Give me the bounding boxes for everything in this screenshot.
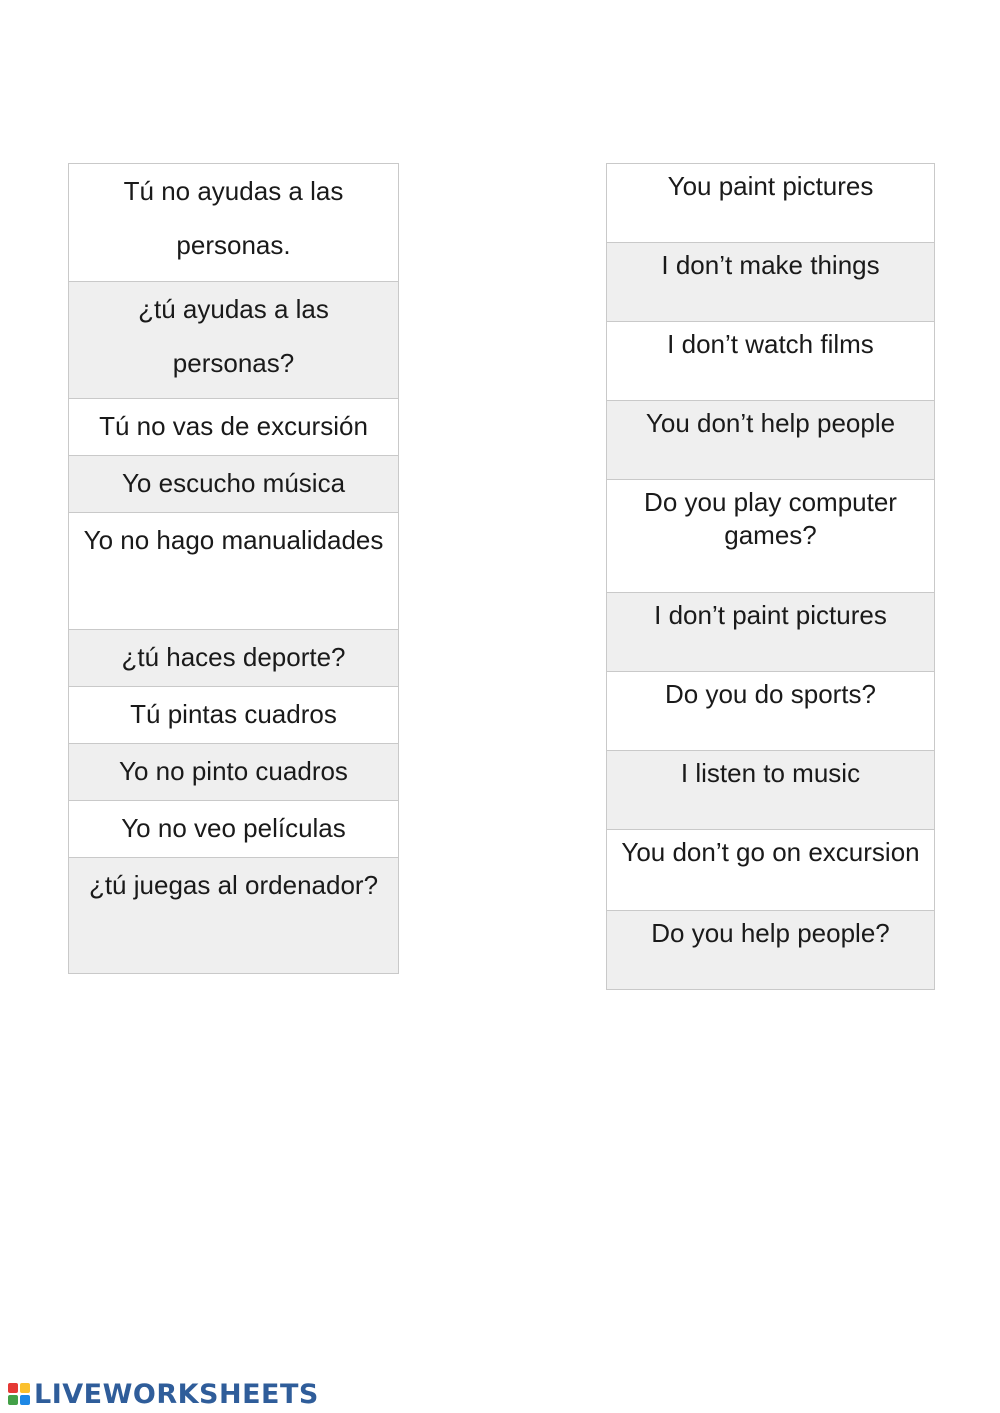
table-cell[interactable]: You don’t go on excursion — [607, 830, 934, 911]
table-cell[interactable]: Tú no vas de excursión — [69, 399, 398, 456]
liveworksheets-logo-icon — [8, 1383, 30, 1405]
table-cell[interactable]: Tú pintas cuadros — [69, 687, 398, 744]
logo-square — [20, 1383, 30, 1393]
table-cell[interactable]: You paint pictures — [607, 164, 934, 243]
table-cell[interactable]: Do you play computer games? — [607, 480, 934, 593]
table-cell[interactable]: ¿tú ayudas a las personas? — [69, 282, 398, 399]
table-cell[interactable]: Do you do sports? — [607, 672, 934, 751]
table-cell[interactable]: I don’t watch films — [607, 322, 934, 401]
liveworksheets-logo — [8, 1378, 319, 1410]
english-phrases-table — [606, 163, 935, 990]
table-cell[interactable]: Tú no ayudas a las personas. — [69, 164, 398, 282]
table-cell[interactable]: Yo no veo películas — [69, 801, 398, 858]
table-cell[interactable]: Yo escucho música — [69, 456, 398, 513]
table-cell[interactable]: ¿tú haces deporte? — [69, 630, 398, 687]
logo-square — [20, 1395, 30, 1405]
table-cell[interactable]: You don’t help people — [607, 401, 934, 480]
table-cell[interactable]: Do you help people? — [607, 911, 934, 990]
logo-square — [8, 1395, 18, 1405]
table-cell[interactable]: I listen to music — [607, 751, 934, 830]
table-cell[interactable]: I don’t paint pictures — [607, 593, 934, 672]
table-cell[interactable]: Yo no pinto cuadros — [69, 744, 398, 801]
spanish-phrases-table — [68, 163, 399, 974]
table-cell[interactable]: ¿tú juegas al ordenador? — [69, 858, 398, 974]
table-cell[interactable]: Yo no hago manualidades — [69, 513, 398, 630]
logo-square — [8, 1383, 18, 1393]
table-cell[interactable]: I don’t make things — [607, 243, 934, 322]
logo-text: LIVEWORKSHEETS — [34, 1378, 319, 1410]
